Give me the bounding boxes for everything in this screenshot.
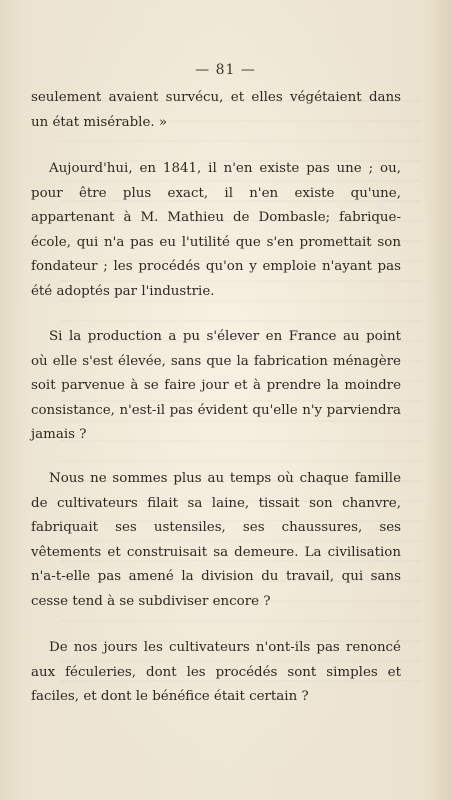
paragraph-division-travail: Nous ne sommes plus au temps où chaque famille de cultivateurs filait sa laine, tissait son chanvre, fabriquait ses ustensiles, ses chaussures, ses vêtements et construisait sa demeure. La civilisation n'a-t-elle pas amené la division du travail, qui sans cesse tend à se subdiviser encore ? bbox=[31, 471, 401, 609]
paragraph-continuation: seulement avaient survécu, et elles végétaient dans un état misérable. » bbox=[31, 90, 401, 130]
paragraph-aujourdhui: Aujourd'hui, en 1841, il n'en existe pas une ; ou, pour être plus exact, il n'en existe qu'une, appartenant à M. Mathieu de Dombasle; fabrique-école, qui n'a pas eu l'utilité que s'en promettait son fondateur ; les procédés qu'on y emploie n'ayant pas été adoptés par l'industrie. bbox=[31, 161, 401, 299]
page-number: — 81 — bbox=[195, 62, 256, 78]
paragraph-production: Si la production a pu s'élever en France au point où elle s'est élevée, sans que la fabrication ménagère soit parvenue à se faire jour et à prendre la moindre consistance, n'est-il pas évident qu'elle n'y parviendra jamais ? bbox=[31, 329, 401, 442]
paragraph-feculeries: De nos jours les cultivateurs n'ont-ils pas renoncé aux féculeries, dont les procédés sont simples et faciles, et dont le bénéfice était certain ? bbox=[31, 640, 401, 704]
